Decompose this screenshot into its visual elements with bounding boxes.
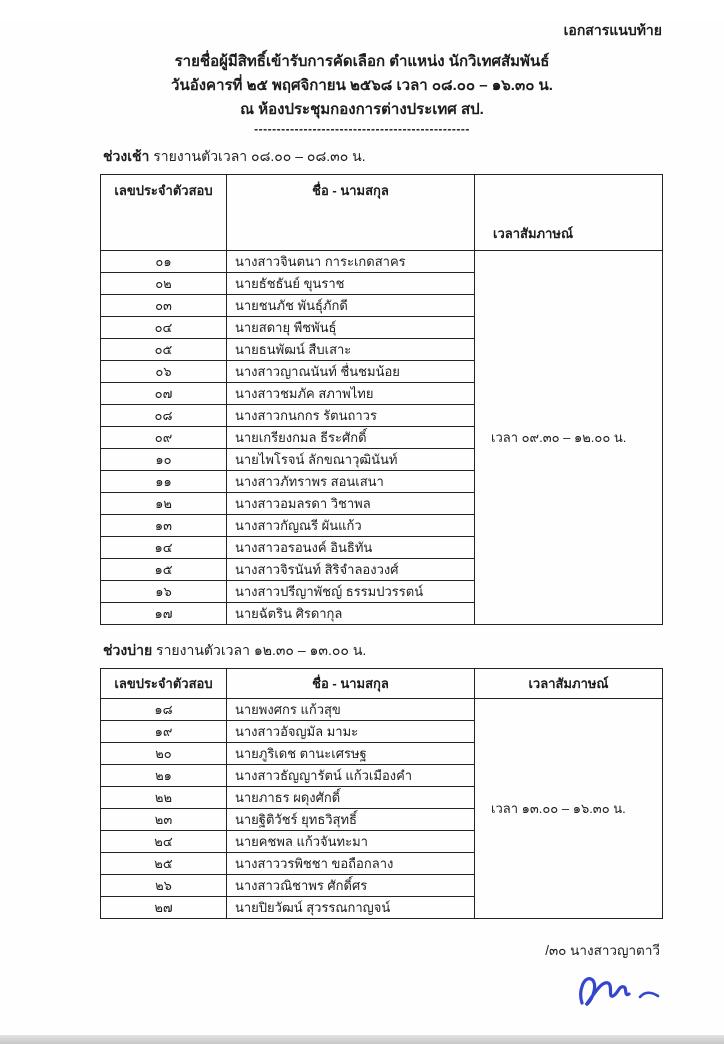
dashed-divider: ------------------------------------------------: [254, 122, 470, 136]
signature-path: [581, 979, 629, 1005]
candidate-name: นายเกรียงกมล ธีระศักดิ์: [227, 427, 475, 449]
interview-time-cell: เวลา ๐๙.๓๐ – ๑๒.๐๐ น.: [475, 251, 663, 625]
candidate-number: ๑๓: [101, 515, 227, 537]
candidate-name: นางสาวญาณนันท์ ชื่นชมน้อย: [227, 361, 475, 383]
candidate-number: ๑๙: [101, 721, 227, 743]
attachment-corner-label: เอกสารแนบท้าย: [563, 22, 662, 38]
candidate-number: ๐๒: [101, 273, 227, 295]
candidate-name: นายสดายุ พืชพันธุ์: [227, 317, 475, 339]
candidate-number: ๐๖: [101, 361, 227, 383]
candidate-name: นางสาวภัทราพร สอนเสนา: [227, 471, 475, 493]
candidate-name: นายธัชธันย์ ขุนราช: [227, 273, 475, 295]
document-page: [0, 20, 724, 1044]
candidate-number: ๑๕: [101, 559, 227, 581]
candidate-name: นางสาวกนกกร รัตนถาวร: [227, 405, 475, 427]
column-header-interview-time: เวลาสัมภาษณ์: [475, 669, 663, 699]
signature-scribble-icon: [568, 967, 678, 1017]
table-header-row: [101, 669, 663, 699]
document-title-block: [0, 50, 724, 122]
candidate-number: ๑๘: [101, 699, 227, 721]
candidate-name: นายไพโรจน์ ลักขณาวุฒินันท์: [227, 449, 475, 471]
candidate-number: ๑๗: [101, 603, 227, 625]
session-report-time: รายงานตัวเวลา ๐๘.๐๐ – ๐๘.๓๐ น.: [149, 148, 366, 164]
candidate-number: ๑๐: [101, 449, 227, 471]
candidate-number: ๐๔: [101, 317, 227, 339]
candidate-name: นางสาวอรอนงค์ อินธิทัน: [227, 537, 475, 559]
page-continuation-note: /๓๐ นางสาวญาตาวี: [545, 943, 660, 958]
candidate-number: ๑๔: [101, 537, 227, 559]
afternoon-roster-table: [100, 668, 663, 919]
candidate-name: นายฐิติวัชร์ ยุทธวิสุทธิ์: [227, 809, 475, 831]
candidate-name: นายภาธร ผดุงศักดิ์: [227, 787, 475, 809]
table-row: [101, 699, 663, 721]
candidate-number: ๐๗: [101, 383, 227, 405]
afternoon-roster-body: [101, 699, 663, 919]
candidate-name: นางสาวกัญณรี ผันแก้ว: [227, 515, 475, 537]
candidate-name: นายปิยวัฒน์ สุวรรณกาญจน์: [227, 897, 475, 919]
candidate-number: ๑๑: [101, 471, 227, 493]
table-header-row: [101, 175, 663, 251]
candidate-name: นางสาวอัจญมัล มามะ: [227, 721, 475, 743]
candidate-number: ๒๒: [101, 787, 227, 809]
scan-edge-artifact: [0, 1035, 724, 1044]
column-header-name: ชื่อ - นามสกุล: [227, 669, 475, 699]
column-header-interview-time: เวลาสัมภาษณ์: [475, 175, 663, 251]
table-row: [101, 251, 663, 273]
candidate-number: ๒๕: [101, 853, 227, 875]
session-report-time: รายงานตัวเวลา ๑๒.๓๐ – ๑๓.๐๐ น.: [152, 642, 367, 658]
candidate-name: นางสาวธัญญารัตน์ แก้วเมืองคำ: [227, 765, 475, 787]
column-header-exam-number: เลขประจำตัวสอบ: [101, 669, 227, 699]
candidate-name: นายคชพล แก้วจันทะมา: [227, 831, 475, 853]
candidate-name: นางสาวอมลรดา วิชาพล: [227, 493, 475, 515]
column-header-exam-number: เลขประจำตัวสอบ: [101, 175, 227, 251]
afternoon-session-heading: [103, 640, 724, 662]
title-line-3: ณ ห้องประชุมกองการต่างประเทศ สป.: [240, 101, 484, 118]
candidate-name: นายธนพัฒน์ สืบเสาะ: [227, 339, 475, 361]
candidate-name: นางสาววรพิชชา ขอถือกลาง: [227, 853, 475, 875]
candidate-name: นางสาวปรีญาพัชญ์ ธรรมปวรรตน์: [227, 581, 475, 603]
candidate-name: นางสาวณิชาพร ศักดิ์ศร: [227, 875, 475, 897]
candidate-name: นายชนภัช พันธุ์ภักดี: [227, 295, 475, 317]
candidate-number: ๒๓: [101, 809, 227, 831]
candidate-number: ๐๕: [101, 339, 227, 361]
candidate-name: นายภูริเดช ตานะเศรษฐ: [227, 743, 475, 765]
candidate-number: ๒๖: [101, 875, 227, 897]
candidate-name: นางสาวจิรนันท์ สิริจำลองวงศ์: [227, 559, 475, 581]
title-line-2: วันอังคารที่ ๒๕ พฤศจิกายน ๒๕๖๘ เวลา ๐๘.๐๐ – ๑๖.๓๐ น.: [171, 77, 553, 94]
title-line-1: รายชื่อผู้มีสิทธิ์เข้ารับการคัดเลือก ตำแหน่ง นักวิเทศสัมพันธ์: [174, 53, 550, 70]
interview-time-cell: เวลา ๑๓.๐๐ – ๑๖.๓๐ น.: [475, 699, 663, 919]
candidate-number: ๐๘: [101, 405, 227, 427]
session-label: ช่วงบ่าย: [103, 642, 153, 658]
morning-session-heading: [103, 146, 724, 168]
candidate-number: ๑๒: [101, 493, 227, 515]
candidate-number: ๐๙: [101, 427, 227, 449]
candidate-name: นายฉัตริน ศิรดากุล: [227, 603, 475, 625]
morning-roster-body: [101, 251, 663, 625]
candidate-number: ๒๑: [101, 765, 227, 787]
signature-tail-path: [640, 993, 658, 997]
candidate-number: ๑๖: [101, 581, 227, 603]
candidate-number: ๐๑: [101, 251, 227, 273]
candidate-name: นายพงศกร แก้วสุข: [227, 699, 475, 721]
candidate-number: ๐๓: [101, 295, 227, 317]
signature-area: [0, 967, 678, 1019]
column-header-name: ชื่อ - นามสกุล: [227, 175, 475, 251]
morning-roster-table: [100, 174, 663, 625]
candidate-name: นางสาวจินตนา การะเกดสาคร: [227, 251, 475, 273]
candidate-number: ๒๗: [101, 897, 227, 919]
candidate-name: นางสาวชมภัค สภาพไทย: [227, 383, 475, 405]
session-label: ช่วงเช้า: [103, 148, 150, 164]
candidate-number: ๒๔: [101, 831, 227, 853]
candidate-number: ๒๐: [101, 743, 227, 765]
